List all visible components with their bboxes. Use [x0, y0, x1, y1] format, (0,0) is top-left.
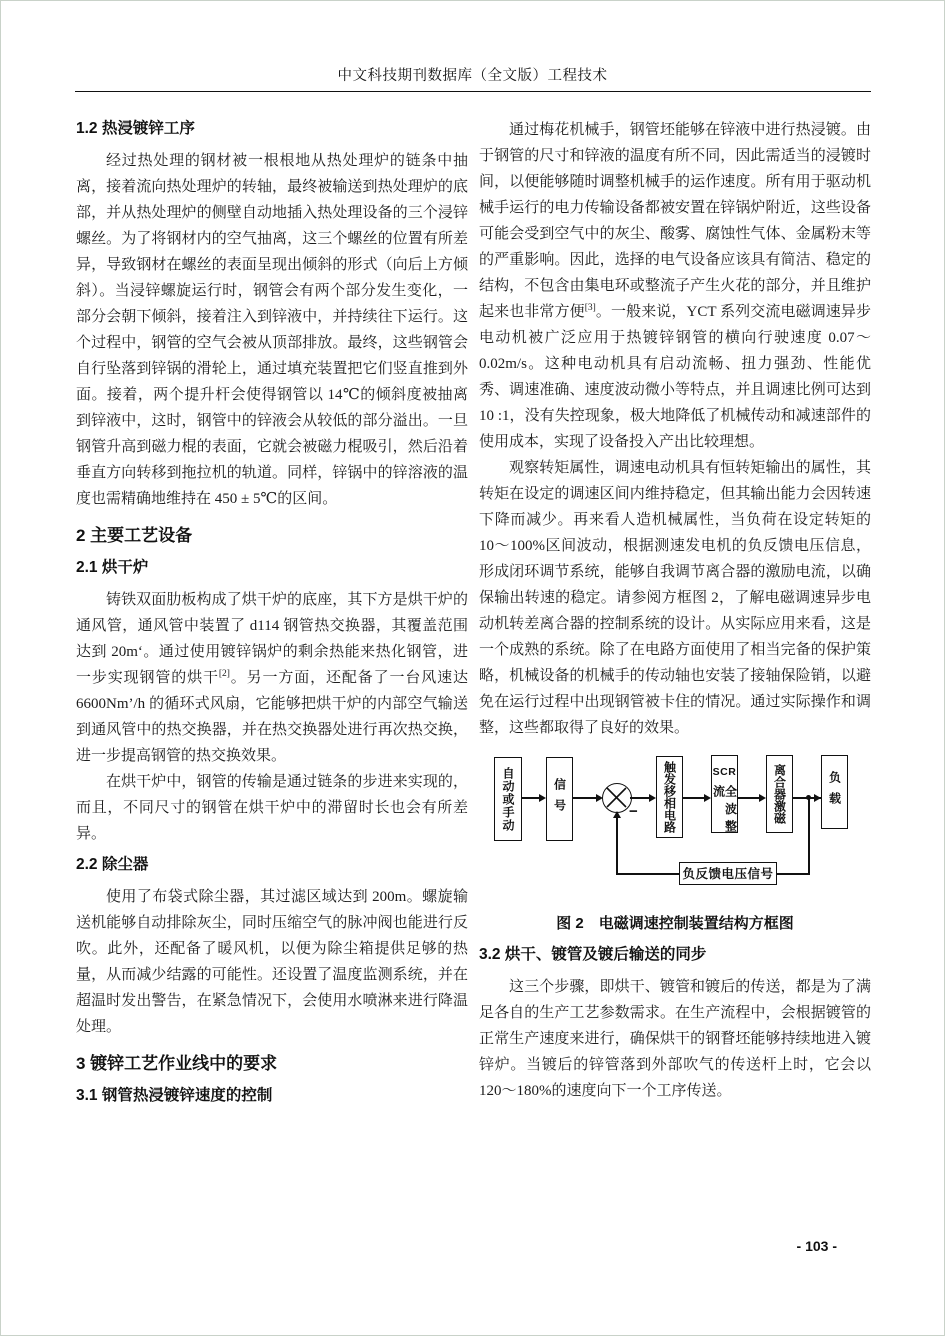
- heading-2: 2 主要工艺设备: [76, 525, 193, 545]
- block-diagram: [489, 751, 869, 901]
- paragraph: 经过热处理的钢材被一根根地从热处理炉的链条中抽离，接着流向热处理炉的转轴，最终被输送到热处理炉的底部，并从热处理炉的侧壁自动地插入热处理设备的三个浸锌螺丝。为了将钢材内的空气抽离，这三个螺丝的位置有所差异，导致钢材在螺丝的表面呈现出倾斜的形式（向后上方倾斜）。当浸锌螺旋运行时，钢管会有两个部分发生变化，一部分会朝下倾斜，接着注入到锌液中，并持续往下运行。这个过程中，钢管的空气会被从顶部排放。最终，这些钢管会自行坠落到锌锅的滑轮上，通过填充装置把它们竖直推到外面。接着，两个提升杆会使得钢管以 14℃的倾斜度被抽离到锌液中，这时，钢管中的锌液会从较低的部分溢出。一旦钢管升高到磁力棍的表面，它就会被磁力棍吸引，然后沿着垂直方向转移到拖拉机的轨道。同样，锌锅中的锌溶液的温度也需精确地维持在 450 ± 5℃的区间。: [76, 152, 468, 507]
- paragraph: 这三个步骤，即烘干、镀管和镀后的传送，都是为了满足各自的生产工艺参数需求。在生产流程中，会根据镀管的正常生产速度来进行，确保烘干的钢瞀坯能够持续地进入镀锌炉。当镀后的锌管落到外部吹气的传送杆上时，它会以 120～180%的速度向下一个工序传送。: [479, 978, 871, 1099]
- header-divider-line: [75, 91, 871, 92]
- diagram-box-label: 信号: [552, 778, 567, 820]
- paragraph: [76, 587, 468, 769]
- connector-line: [683, 797, 706, 799]
- diagram-box-label: 负载: [827, 771, 842, 813]
- heading-2-2: 2.2 除尘器: [76, 855, 149, 873]
- two-column-body: [76, 117, 871, 1115]
- diagram-box-load: [821, 755, 848, 829]
- arrow-up-icon: [613, 811, 621, 818]
- feedback-voltage-signal-box: [679, 862, 777, 885]
- arrow-right-icon: [704, 794, 711, 802]
- diagram-box-label: 离合器激磁: [772, 764, 787, 824]
- feedback-line-horizontal: [777, 873, 810, 875]
- journal-header-title: 中文科技期刊数据库（全文版）工程技术: [337, 68, 608, 84]
- figure-2-caption: 图 2 电磁调速控制装置结构方框图: [556, 915, 794, 932]
- heading-3-2: 3.2 烘干、镀管及镀后输送的同步: [479, 946, 707, 963]
- connector-line: [738, 797, 761, 799]
- paragraph: [479, 117, 871, 455]
- summing-junction-icon: [602, 783, 632, 813]
- feedback-line-horizontal: [617, 873, 679, 875]
- paragraph: 观察转矩属性，调速电动机具有恒转矩输出的属性，其转矩在设定的调速区间内维持稳定，但其输出能力会因转速下降而减少。再来看人造机械属性，当负荷在设定转矩的 10～100%区间波动，根据测速发电机的负反馈电压信息，形成闭环调节系统，能够自我调节离合器的激励电流，以确保输出转速的稳定。请参阅方框图 2，了解电磁调速异步电动机转差离合器的控制系统的设计。从实际应用来看，这是一个成熟的系统。除了在电路方面使用了相当完备的保护策略，机械设备的机械手的传动轴也安装了接轴保险销，以避免在运行过程中出现钢管被卡住的情况。通过实际操作和调整，这些都取得了良好的效果。: [479, 460, 871, 736]
- connector-line: [630, 797, 651, 799]
- diagram-box-label: 全波整流: [711, 785, 738, 832]
- arrow-right-icon: [596, 794, 603, 802]
- arrow-right-icon: [649, 794, 656, 802]
- diagram-box-label: 触发移相电路: [662, 761, 677, 833]
- citation-marker: [3]: [584, 303, 596, 313]
- arrow-right-icon: [539, 794, 546, 802]
- diagram-box-auto-or-manual: [494, 757, 522, 841]
- arrow-right-icon: [814, 794, 821, 802]
- paragraph-text: 。一般来说，YCT 系列交流电磁调速异步电动机被广泛应用于热镀锌钢管的横向行驶速度 0.07～0.02m/s。这种电动机具有启动流畅、扭力强劲、性能优秀、调速准确、速度波动微小等特点，并且调速比例可达到 10 :1，没有失控现象，极大地降低了机械传动和减速部件的使用成本，实现了设备投入产出比较理想。: [479, 304, 871, 450]
- paragraph-text: 。另一方面，还配备了一台风速达 6600Nm’/h 的循环式风扇，它能够把烘干炉的内部空气输送到通风管中的热交换器，并在热交换器处进行再次热交换，进一步提高钢管的热交换效果。: [76, 669, 468, 764]
- paragraph: 使用了布袋式除尘器，其过滤区域达到 200m。螺旋输送机能够自动排除灰尘，同时压缩空气的脉冲阀也能进行反吹。此外，还配备了暖风机，以便为除尘箱提供足够的热量，从而减少结露的可能性。还设置了温度监测系统，并在超温时发出警告，在紧急情况下，会使用水喷淋来进行降温处理。: [76, 888, 468, 1035]
- figure-2: [479, 751, 871, 937]
- citation-marker: [2]: [218, 668, 230, 679]
- feedback-box-label: 负反馈电压信号: [682, 866, 774, 881]
- connector-line: [573, 797, 598, 799]
- left-column: [76, 117, 468, 1115]
- diagram-box-trigger-phase-shift-circuit: [656, 756, 683, 838]
- heading-2-1: 2.1 烘干炉: [76, 558, 149, 576]
- arrow-right-icon: [759, 794, 766, 802]
- paragraph-text: 通过梅花机械手，钢管坯能够在锌液中进行热浸镀。由于钢管的尺寸和锌液的温度有所不同，因此需适当的浸镀时间，以便能够随时调整机械手的运作速度。所有用于驱动机械手运行的电力传输设备都被安置在锌锅炉附近，这些设备可能会受到空气中的灰尘、酸雾、腐蚀性气体、金属粉末等的严重影响。因此，选择的电气设备应该具有简洁、稳定的结构，不包含由集电环或整流子产生火花的部分，并且维护起来也非常方便: [479, 122, 871, 320]
- heading-1-2: 1.2 热浸镀锌工序: [76, 120, 195, 137]
- paragraph-text: 铸铁双面肋板构成了烘干炉的底座，其下方是烘干炉的通风管，通风管中装置了 d114 钢管热交换器，其覆盖范围达到 20m‘。通过使用镀锌锅炉的剩余热能来热化钢管，进一步实现钢管的烘干: [76, 591, 468, 686]
- diagram-box-signal: [546, 757, 573, 841]
- right-column: [479, 117, 871, 1115]
- minus-feedback-sign: −: [629, 803, 638, 820]
- feedback-line-vertical: [808, 798, 810, 874]
- diagram-box-clutch-excitation: [766, 755, 793, 833]
- diagram-box-label-top: SCR: [712, 766, 737, 778]
- heading-3: 3 镀锌工艺作业线中的要求: [76, 1053, 278, 1073]
- page-number: - 103 -: [796, 1238, 837, 1254]
- heading-3-1: 3.1 钢管热浸镀锌速度的控制: [76, 1086, 273, 1104]
- diagram-box-label: 自动或手动: [501, 766, 515, 832]
- diagram-box-scr-full-wave-rectifier: [711, 755, 738, 833]
- feedback-line-vertical: [616, 817, 618, 875]
- paragraph: 在烘干炉中，钢管的传输是通过链条的步进来实现的，而且，不同尺寸的钢管在烘干炉中的滞留时长也会有所差异。: [76, 773, 468, 842]
